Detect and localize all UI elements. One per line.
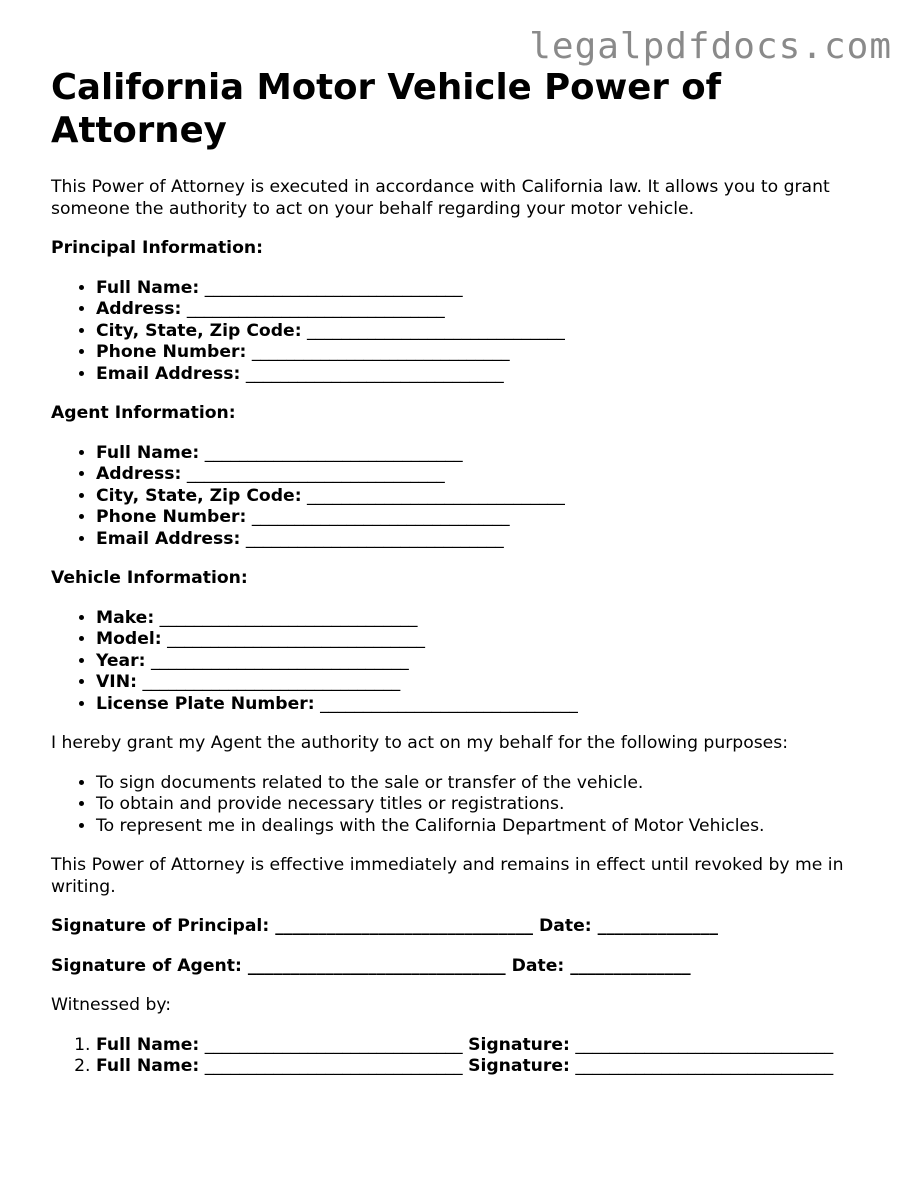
field-label: Phone Number: xyxy=(96,507,247,527)
intro-paragraph: This Power of Attorney is executed in accordance with California law. It allows you to grant someone the authority to act on your behalf regarding your motor vehicle. xyxy=(51,177,830,219)
witness-name-label: Full Name: xyxy=(96,1056,200,1076)
agent-email xyxy=(96,529,881,551)
grant-paragraph: I hereby grant my Agent the authority to act on my behalf for the following purposes: xyxy=(51,733,789,753)
field-blank: ______________________________ xyxy=(204,442,463,463)
principal-full-name xyxy=(96,278,881,300)
witness-signature-label: Signature: xyxy=(468,1034,570,1055)
vehicle-vin xyxy=(96,672,881,694)
field-blank: ______________________________ xyxy=(186,464,445,484)
witness-signature-blank: ______________________________ xyxy=(575,1034,834,1055)
field-blank: ______________________________ xyxy=(186,299,445,319)
witness-item xyxy=(96,1056,881,1078)
principal-email xyxy=(96,364,881,386)
witness-item xyxy=(96,1035,881,1057)
field-blank: ______________________________ xyxy=(320,693,578,714)
vehicle-license-plate xyxy=(96,694,881,716)
field-blank: ______________________________ xyxy=(204,277,463,298)
witness-list xyxy=(51,1035,881,1078)
date-label: Date: xyxy=(538,916,592,936)
field-label: Year: xyxy=(96,650,146,671)
purposes-list xyxy=(51,773,881,838)
principal-heading: Principal Information: xyxy=(51,238,263,258)
agent-address xyxy=(96,464,881,486)
field-label: Email Address: xyxy=(96,528,241,549)
field-blank: ______________________________ xyxy=(245,528,504,549)
principal-city-state-zip xyxy=(96,321,881,343)
witness-name-label: Full Name: xyxy=(96,1034,200,1055)
field-label: City, State, Zip Code: xyxy=(96,320,302,341)
vehicle-model xyxy=(96,629,881,651)
field-blank: ______________________________ xyxy=(245,363,504,384)
principal-address xyxy=(96,299,881,321)
principal-phone xyxy=(96,342,881,364)
page-title: California Motor Vehicle Power of Attorney xyxy=(51,67,722,151)
field-label: Phone Number: xyxy=(96,342,247,362)
signature-blank: ______________________________ xyxy=(275,916,533,936)
date-blank: ______________ xyxy=(597,916,718,936)
field-label: License Plate Number: xyxy=(96,693,315,714)
field-blank: ______________________________ xyxy=(150,650,409,671)
document-body xyxy=(51,66,881,1078)
date-blank: ______________ xyxy=(570,955,691,976)
field-blank: ______________________________ xyxy=(307,320,565,341)
agent-full-name xyxy=(96,443,881,465)
effective-paragraph: This Power of Attorney is effective immediately and remains in effect until revoked by me in writing. xyxy=(51,855,844,897)
witness-heading: Witnessed by: xyxy=(51,995,172,1015)
purpose-item: • To obtain and provide necessary titles or registrations. xyxy=(96,794,881,816)
agent-phone xyxy=(96,507,881,529)
field-label: Model: xyxy=(96,629,162,649)
field-blank: ______________________________ xyxy=(167,629,425,649)
date-label: Date: xyxy=(511,955,565,976)
vehicle-heading: Vehicle Information: xyxy=(51,568,248,588)
agent-fields-list xyxy=(51,443,881,551)
witness-name-blank: ______________________________ xyxy=(204,1056,463,1076)
field-blank: ______________________________ xyxy=(142,672,401,692)
principal-signature-line xyxy=(51,916,881,938)
signature-blank: ______________________________ xyxy=(247,955,506,976)
field-label: Address: xyxy=(96,464,182,484)
agent-signature-line xyxy=(51,956,881,978)
field-blank: ______________________________ xyxy=(251,507,510,527)
field-label: Full Name: xyxy=(96,442,200,463)
field-label: Address: xyxy=(96,299,182,319)
vehicle-fields-list xyxy=(51,608,881,716)
agent-heading: Agent Information: xyxy=(51,403,236,423)
field-label: Full Name: xyxy=(96,277,200,298)
vehicle-year xyxy=(96,651,881,673)
witness-signature-blank: ______________________________ xyxy=(575,1056,834,1076)
agent-city-state-zip xyxy=(96,486,881,508)
field-blank: ______________________________ xyxy=(159,607,418,628)
witness-signature-label: Signature: xyxy=(468,1056,570,1076)
signature-label: Signature of Principal: xyxy=(51,916,270,936)
field-label: City, State, Zip Code: xyxy=(96,485,302,506)
vehicle-make xyxy=(96,608,881,630)
purpose-item: • To sign documents related to the sale or transfer of the vehicle. xyxy=(96,773,881,795)
field-blank: ______________________________ xyxy=(307,485,565,506)
watermark: legalpdfdocs.com xyxy=(529,26,892,67)
purpose-item: • To represent me in dealings with the California Department of Motor Vehicles. xyxy=(96,816,881,838)
field-label: VIN: xyxy=(96,672,137,692)
field-blank: ______________________________ xyxy=(251,342,510,362)
principal-fields-list xyxy=(51,278,881,386)
field-label: Email Address: xyxy=(96,363,241,384)
signature-label: Signature of Agent: xyxy=(51,955,242,976)
field-label: Make: xyxy=(96,607,155,628)
witness-name-blank: ______________________________ xyxy=(204,1034,463,1055)
